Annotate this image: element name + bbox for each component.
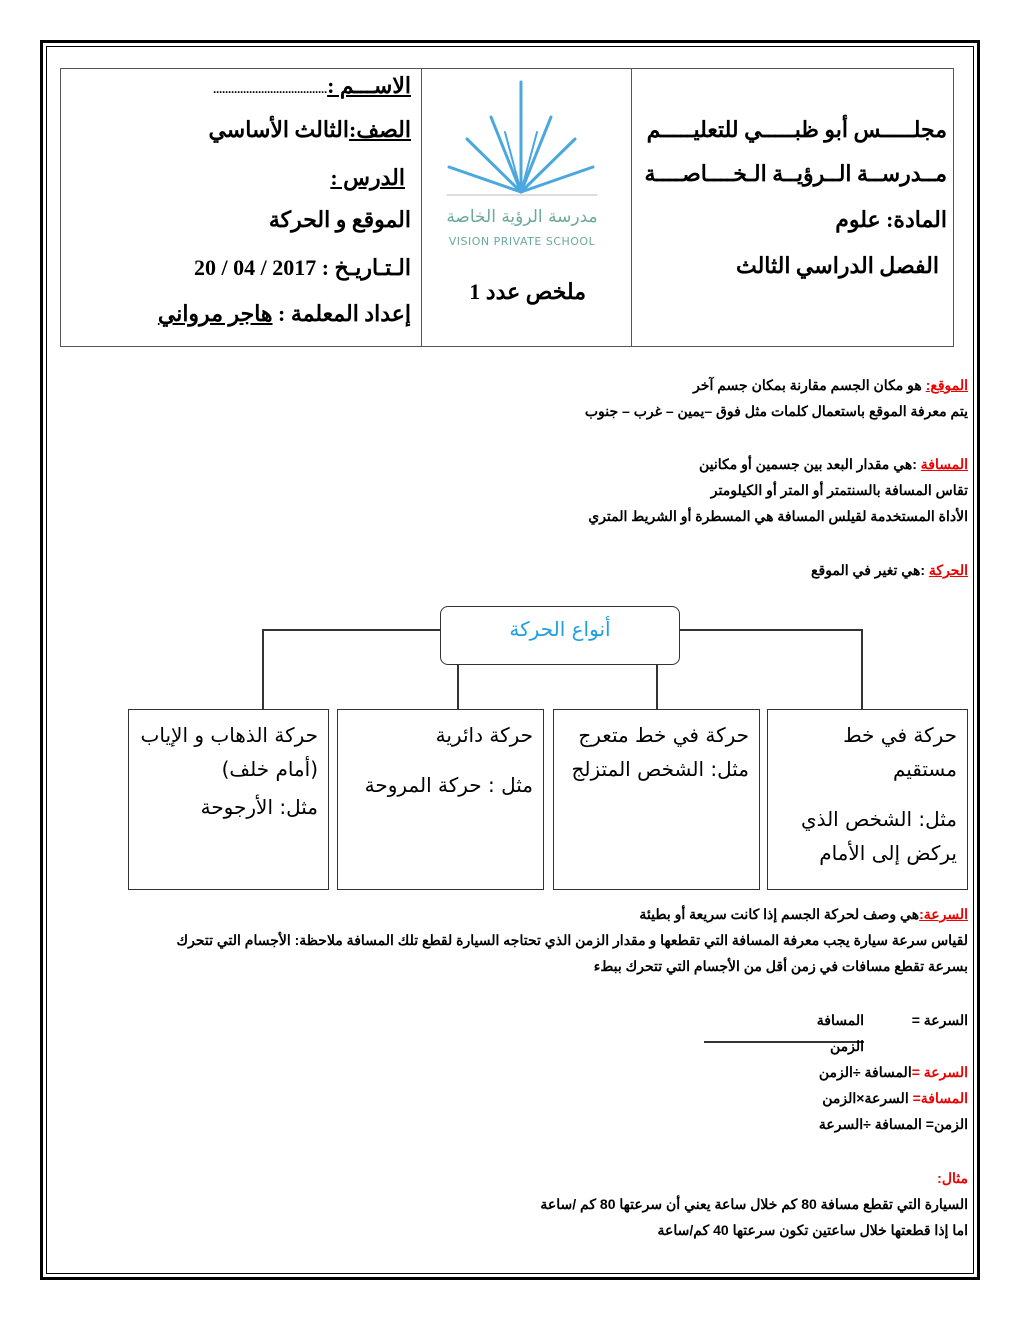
formula-time: الزمن= المسافة ÷السرعة (818, 1116, 968, 1132)
position-definition (693, 377, 968, 394)
motion-type-box (337, 709, 544, 890)
speed-definition (639, 906, 968, 923)
example-line2: اما إذا قطعتها خلال ساعتين تكون سرعتها 40 كم/ساعة (657, 1222, 968, 1238)
council-name: مجلـــــس أبو ظبـــــي للتعليـــــم (646, 117, 947, 142)
position-term: الموقع: (925, 377, 968, 393)
distance-def: :هي مقدار البعد بين جسمين أو مكانين (698, 456, 921, 472)
name-label: الاســـم : (327, 73, 411, 98)
motion-type-example: مثل : حركة المروحة (364, 773, 533, 797)
motion-type-title: حركة دائرية (435, 723, 533, 747)
date-value: 20 / 04 / 2017 (193, 255, 317, 280)
logo-arabic-text: مدرسة الرؤية الخاصة (446, 207, 598, 227)
speed-term: السرعة: (919, 906, 968, 922)
motion-type-example: مثل: الشخص الذي يركض إلى الأمام (800, 807, 957, 865)
term-text: الفصل الدراسي الثالث (735, 253, 939, 278)
header-right-cell (631, 69, 953, 346)
summary-title: ملخص عدد 1 (469, 279, 586, 304)
name-blank: ...................................... (213, 82, 328, 96)
speed-def: هي وصف لحركة الجسم إذا كانت سريعة أو بطيئة (639, 906, 920, 922)
teacher-value: هاجر مرواني (157, 301, 273, 326)
grade-value: الثالث الأساسي (208, 117, 349, 142)
motion-type-title: حركة في خط متعرج (578, 723, 749, 747)
teacher-label: إعداد المعلمة : (278, 301, 411, 326)
subject-row (835, 207, 947, 233)
header-center-cell (421, 69, 631, 346)
date-row (194, 255, 411, 281)
header-table (60, 68, 954, 347)
motion-type-example: مثل: الشخص المتزلج (571, 757, 749, 781)
lesson-value: الموقع و الحركة (268, 207, 411, 232)
motion-type-box (767, 709, 968, 890)
grade-label: الصف: (349, 117, 411, 142)
header-left-cell (61, 69, 421, 346)
date-label: الـتـاريـخ : (321, 255, 411, 280)
subject-label: المادة: (886, 207, 947, 232)
school-logo-sun-icon (437, 77, 617, 197)
formula-lhs: السرعة = (911, 1012, 968, 1028)
example-line1: السيارة التي تقطع مسافة 80 كم خلال ساعة يعني أن سرعتها 80 كم /ساعة (540, 1196, 968, 1212)
subject-value: علوم (835, 207, 881, 232)
connector (680, 629, 861, 631)
motion-term: الحركة (928, 562, 968, 578)
motion-definition (811, 562, 968, 579)
formula-speed-label: السرعة = (911, 1064, 968, 1080)
example-label: مثال: (937, 1170, 968, 1186)
teacher-row (158, 301, 411, 327)
formula-speed (819, 1064, 968, 1081)
motion-type-title: حركة في خط مستقيم (843, 723, 957, 781)
formula-numerator: المسافة (816, 1012, 864, 1028)
distance-line3: الأداة المستخدمة لقيلس المسافة هي المسطرة أو الشريط المتري (588, 508, 968, 524)
motion-type-box (128, 709, 329, 890)
diagram-title: أنواع الحركة (440, 606, 680, 665)
motion-type-example: مثل: الأرجوحة (200, 795, 318, 819)
motion-def: :هي تغير في الموقع (811, 562, 929, 578)
distance-definition (699, 456, 968, 473)
distance-line2: تقاس المسافة بالسنتمتر أو المتر أو الكيلومتر (710, 482, 968, 498)
grade-row (208, 117, 411, 143)
formula-speed-rest: المسافة ÷الزمن (818, 1064, 912, 1080)
motion-type-box (553, 709, 760, 890)
name-row (213, 73, 411, 99)
formula-distance-label: المسافة= (912, 1090, 968, 1106)
formula-distance (822, 1090, 968, 1107)
connector (262, 629, 440, 631)
formula-distance-rest: السرعة×الزمن (822, 1090, 913, 1106)
speed-line2: لقياس سرعة سيارة يجب معرفة المسافة التي تقطعها و مقدار الزمن الذي تحتاجه السيارة لقطع تلك المسافة ملاحظة: الأجسام التي تتحرك (176, 932, 968, 948)
lesson-label: الدرس : (330, 165, 405, 190)
position-line2: يتم معرفة الموقع باستعمال كلمات مثل فوق –يمين – غرب – جنوب (584, 403, 968, 419)
position-def: هو مكان الجسم مقارنة بمكان جسم آخر (693, 377, 926, 393)
distance-term: المسافة (920, 456, 968, 472)
logo-english-text: VISION PRIVATE SCHOOL (448, 235, 596, 248)
formula-denominator: الزمن (829, 1038, 864, 1054)
speed-line3: بسرعة تقطع مسافات في زمن أقل من الأجسام التي تتحرك ببطء (593, 958, 968, 974)
connector (262, 629, 264, 709)
school-name: مــدرســة الــرؤيــة الـخــــاصــــة (644, 161, 947, 186)
connector (861, 629, 863, 709)
motion-type-title: حركة الذهاب و الإياب (أمام خلف) (140, 723, 318, 781)
